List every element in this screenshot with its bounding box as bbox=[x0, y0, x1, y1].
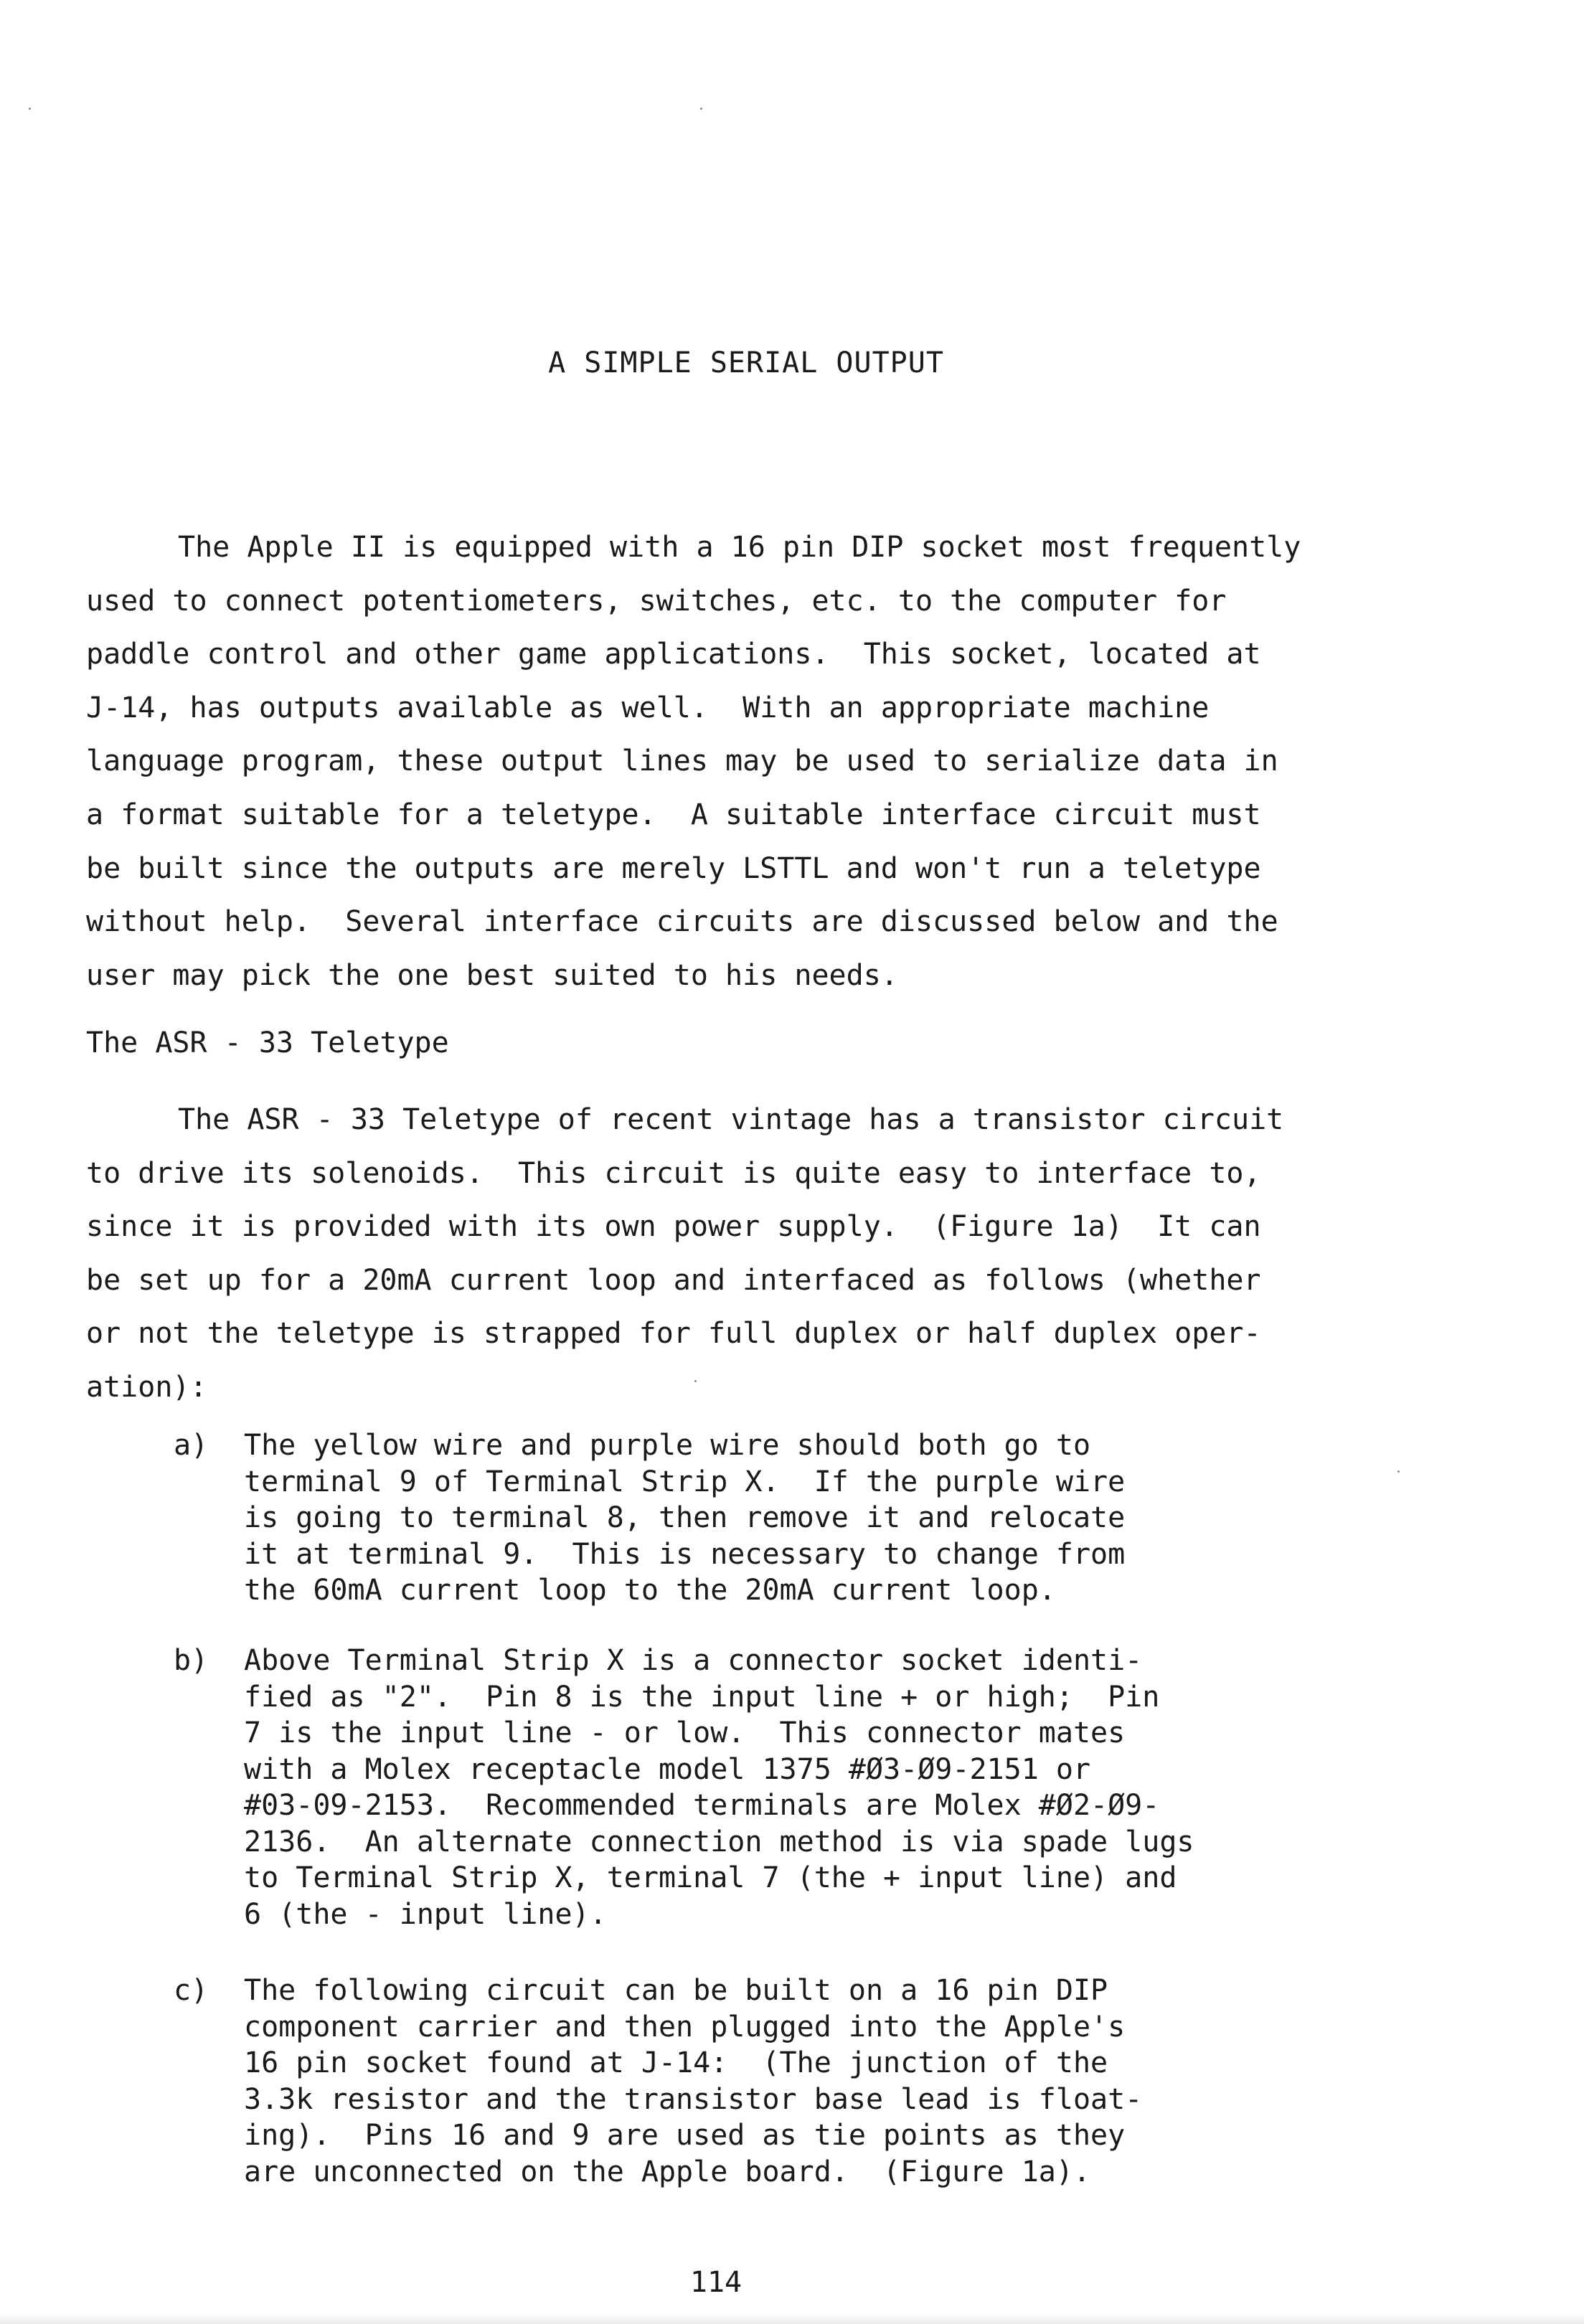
paragraph-line: paddle control and other game applications. This socket, located at bbox=[86, 638, 1261, 671]
list-item-line: 6 (the - input line). bbox=[244, 1897, 607, 1931]
paragraph-line: without help. Several interface circuits are discussed below and the bbox=[86, 905, 1278, 939]
paragraph-line: be built since the outputs are merely LSTTL and won't run a teletype bbox=[86, 851, 1261, 885]
list-item-line: Above Terminal Strip X is a connector socket identi- bbox=[244, 1644, 1143, 1677]
scan-speck bbox=[694, 1380, 697, 1382]
page-number: 114 bbox=[689, 2266, 742, 2299]
list-item-line: 16 pin socket found at J-14: (The junction of the bbox=[244, 2046, 1108, 2079]
paragraph-line: used to connect potentiometers, switches, etc. to the computer for bbox=[86, 584, 1227, 618]
scan-speck bbox=[29, 108, 31, 110]
paragraph-line: The Apple II is equipped with a 16 pin DIP socket most frequently bbox=[178, 531, 1301, 564]
scan-speck bbox=[700, 108, 702, 110]
list-item-line: are unconnected on the Apple board. (Figure 1a). bbox=[244, 2155, 1091, 2188]
list-item-body bbox=[244, 1643, 1363, 1932]
section-heading: The ASR - 33 Teletype bbox=[86, 1026, 449, 1059]
paragraph-line: user may pick the one best suited to his needs. bbox=[86, 958, 898, 992]
paragraph-line: or not the teletype is strapped for full duplex or half duplex oper- bbox=[86, 1317, 1261, 1351]
paragraph-line: to drive its solenoids. This circuit is quite easy to interface to, bbox=[86, 1156, 1261, 1190]
list-item-line: terminal 9 of Terminal Strip X. If the purple wire bbox=[244, 1465, 1126, 1498]
list-item-body bbox=[244, 1427, 1363, 1609]
paragraph-line: a format suitable for a teletype. A suitable interface circuit must bbox=[86, 798, 1261, 831]
list-item-line: is going to terminal 8, then remove it and relocate bbox=[244, 1501, 1126, 1534]
list-item-line: component carrier and then plugged into the Apple's bbox=[244, 2010, 1126, 2044]
paragraph-line: ation): bbox=[86, 1370, 207, 1404]
list-item-line: fied as "2". Pin 8 is the input line + or high; Pin bbox=[244, 1680, 1160, 1714]
list-item-line: The following circuit can be built on a 16 pin DIP bbox=[244, 1974, 1108, 2007]
list-item-line: to Terminal Strip X, terminal 7 (the + input line) and bbox=[244, 1861, 1177, 1894]
paragraph-line: be set up for a 20mA current loop and interfaced as follows (whether bbox=[86, 1263, 1261, 1297]
list-marker: c) bbox=[174, 1974, 209, 2007]
list-marker: b) bbox=[174, 1644, 209, 1677]
paragraph-line: J-14, has outputs available as well. With an appropriate machine bbox=[86, 691, 1210, 724]
paragraph-line: since it is provided with its own power supply. (Figure 1a) It can bbox=[86, 1210, 1261, 1244]
scan-edge bbox=[0, 2314, 1584, 2324]
paragraph-line: The ASR - 33 Teletype of recent vintage has a transistor circuit bbox=[178, 1103, 1284, 1136]
list-item-line: The yellow wire and purple wire should both go to bbox=[244, 1429, 1091, 1462]
list-marker: a) bbox=[174, 1429, 209, 1462]
list-item-line: the 60mA current loop to the 20mA current loop. bbox=[244, 1574, 1056, 1607]
intro-paragraph bbox=[86, 521, 1349, 1002]
list-item-line: with a Molex receptacle model 1375 #Ø3-Ø9-2151 or bbox=[244, 1752, 1091, 1786]
paragraph-line: language program, these output lines may be used to serialize data in bbox=[86, 745, 1278, 778]
list-item-line: 3.3k resistor and the transistor base lead is float- bbox=[244, 2082, 1143, 2116]
list-item-line: 2136. An alternate connection method is via spade lugs bbox=[244, 1825, 1194, 1858]
list-item-line: 7 is the input line - or low. This connector mates bbox=[244, 1716, 1126, 1749]
list-item-line: #03-09-2153. Recommended terminals are Molex #Ø2-Ø9- bbox=[244, 1789, 1160, 1822]
scan-speck bbox=[1397, 1470, 1400, 1473]
list-item-line: it at terminal 9. This is necessary to change from bbox=[244, 1537, 1126, 1571]
asr-paragraph bbox=[86, 1093, 1349, 1414]
list-item-body bbox=[244, 1973, 1363, 2190]
page-title: A SIMPLE SERIAL OUTPUT bbox=[548, 346, 944, 379]
list-item-line: ing). Pins 16 and 9 are used as tie points as they bbox=[244, 2119, 1126, 2152]
